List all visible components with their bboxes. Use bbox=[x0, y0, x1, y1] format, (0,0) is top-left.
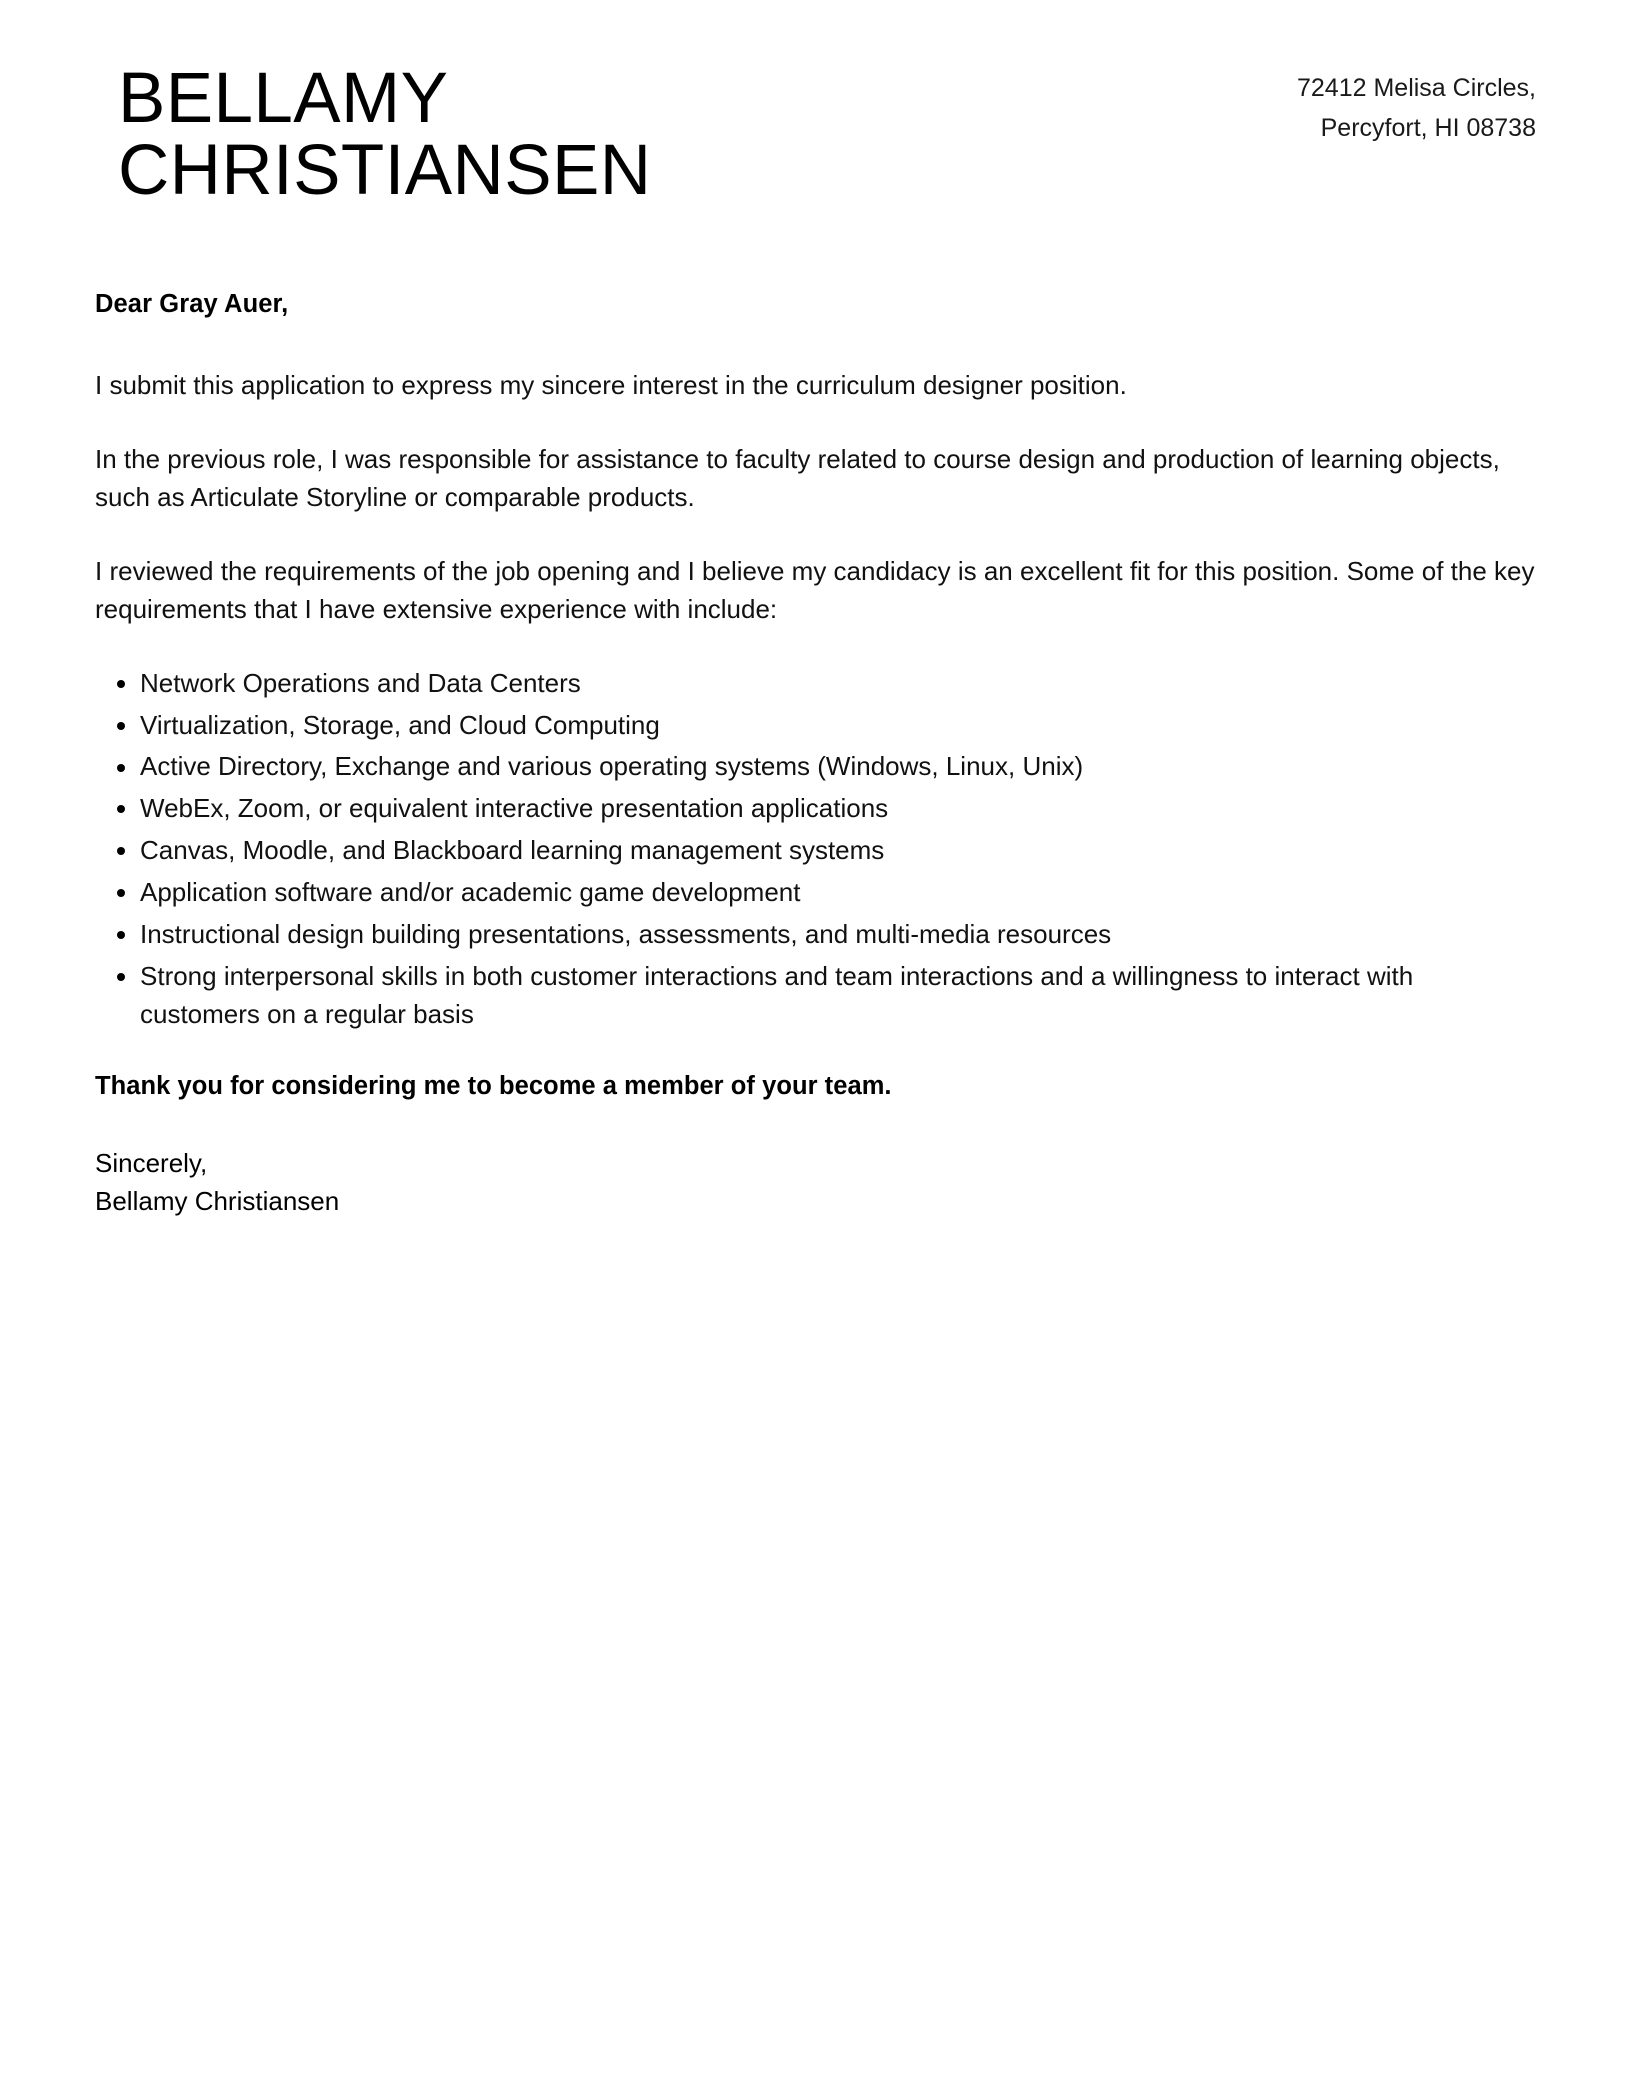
bullet-icon bbox=[117, 805, 125, 813]
signature-block bbox=[95, 1145, 1536, 1221]
list-item bbox=[95, 748, 1536, 786]
bullet-icon bbox=[117, 973, 125, 981]
paragraph-requirements-intro: I reviewed the requirements of the job opening and I believe my candidacy is an excellent fit for this position. Some of the key requirements that I have extensive experience with include: bbox=[95, 555, 1535, 624]
sender-name-line-1: BELLAMY bbox=[118, 59, 449, 138]
paragraph-intro: I submit this application to express my sincere interest in the curriculum designer position. bbox=[95, 369, 1127, 400]
bullet-icon bbox=[117, 764, 125, 772]
list-item-text: Virtualization, Storage, and Cloud Computing bbox=[140, 709, 660, 740]
list-item-text: Strong interpersonal skills in both customer interactions and team interactions and a willingness to interact with customers on a regular basis bbox=[140, 961, 1414, 1030]
closing-statement: Thank you for considering me to become a member of your team. bbox=[95, 1072, 892, 1101]
list-item bbox=[95, 874, 1536, 912]
signature-name: Bellamy Christiansen bbox=[95, 1186, 340, 1217]
paragraph-experience: In the previous role, I was responsible for assistance to faculty related to course design and production of learning objects, such as Articulate Storyline or comparable products. bbox=[95, 443, 1500, 512]
list-item bbox=[95, 916, 1536, 954]
list-item-text: Network Operations and Data Centers bbox=[140, 667, 581, 698]
bullet-icon bbox=[117, 931, 125, 939]
letter-header bbox=[0, 0, 1632, 211]
list-item bbox=[95, 790, 1536, 828]
address-line-street: 72412 Melisa Circles, bbox=[1297, 74, 1536, 102]
bullet-icon bbox=[117, 680, 125, 688]
list-item-text: Application software and/or academic game development bbox=[140, 877, 801, 908]
sender-address bbox=[1206, 55, 1536, 148]
sender-name-line-2: CHRISTIANSEN bbox=[118, 131, 652, 211]
list-item bbox=[95, 707, 1536, 745]
list-item-text: WebEx, Zoom, or equivalent interactive presentation applications bbox=[140, 793, 889, 824]
requirements-list bbox=[95, 665, 1536, 1035]
list-item-text: Canvas, Moodle, and Blackboard learning management systems bbox=[140, 835, 885, 866]
list-item-text: Instructional design building presentations, assessments, and multi-media resources bbox=[140, 919, 1112, 950]
address-line-city-state-zip: Percyfort, HI 08738 bbox=[1320, 113, 1536, 142]
bullet-icon bbox=[117, 847, 125, 855]
list-item bbox=[95, 665, 1536, 703]
bullet-icon bbox=[117, 889, 125, 897]
list-item-text: Active Directory, Exchange and various operating systems (Windows, Linux, Unix) bbox=[140, 751, 1084, 782]
salutation: Dear Gray Auer, bbox=[95, 289, 289, 318]
list-item bbox=[95, 832, 1536, 870]
signoff-text: Sincerely, bbox=[95, 1148, 208, 1179]
sender-name bbox=[118, 55, 652, 211]
letter-body bbox=[0, 286, 1632, 1221]
bullet-icon bbox=[117, 722, 125, 730]
list-item bbox=[95, 958, 1536, 1034]
